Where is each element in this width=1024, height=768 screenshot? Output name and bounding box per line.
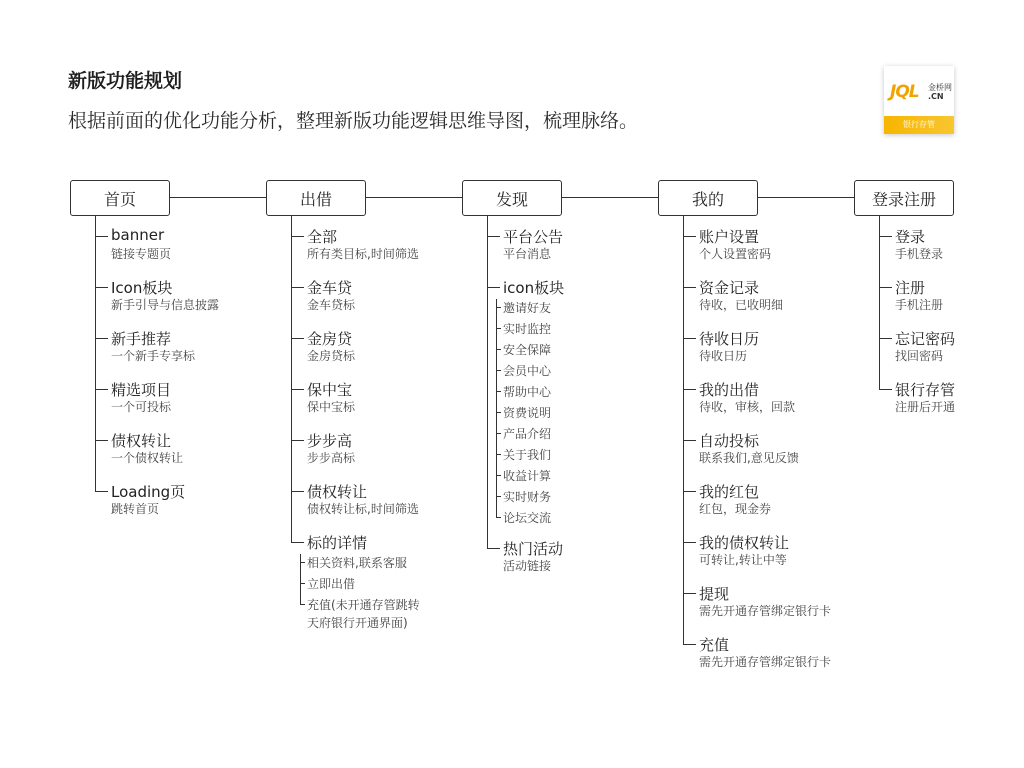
node-description: 新手引导与信息披露 xyxy=(111,298,220,312)
branch-connector xyxy=(683,491,696,492)
branch-connector xyxy=(291,542,304,543)
node-description: 金车贷标 xyxy=(307,298,356,312)
node-description: 红包，现金券 xyxy=(699,502,772,516)
node-label[interactable]: 提现 xyxy=(699,585,730,603)
header-connector xyxy=(758,197,854,198)
sub-connector xyxy=(496,517,501,518)
node-label[interactable]: 步步高 xyxy=(307,432,353,450)
node-description: 个人设置密码 xyxy=(699,247,772,261)
branch-connector xyxy=(683,593,696,594)
node-description: 一个可投标 xyxy=(111,400,172,414)
node-description: 手机登录 xyxy=(895,247,944,261)
branch-connector xyxy=(95,389,108,390)
node-description: 保中宝标 xyxy=(307,400,356,414)
node-label[interactable]: 保中宝 xyxy=(307,381,353,399)
column-trunk xyxy=(683,216,684,644)
node-description: 步步高标 xyxy=(307,451,356,465)
sub-node-label[interactable]: 论坛交流 xyxy=(503,511,552,525)
sub-node-label[interactable]: 充值(未开通存管跳转 xyxy=(307,598,420,612)
column-trunk xyxy=(95,216,96,491)
branch-connector xyxy=(487,287,500,288)
branch-connector xyxy=(291,491,304,492)
node-description: 金房贷标 xyxy=(307,349,356,363)
logo-band: 银行存管 xyxy=(884,116,954,134)
header-node[interactable]: 发现 xyxy=(462,180,562,216)
header-node[interactable]: 登录注册 xyxy=(854,180,954,216)
node-label[interactable]: 资金记录 xyxy=(699,279,760,297)
sub-node-label[interactable]: 实时监控 xyxy=(503,322,552,336)
branch-connector xyxy=(879,338,892,339)
node-label[interactable]: 全部 xyxy=(307,228,338,246)
sub-node-label[interactable]: 立即出借 xyxy=(307,577,356,591)
branch-connector xyxy=(879,287,892,288)
sub-node-label[interactable]: 资费说明 xyxy=(503,406,552,420)
node-label[interactable]: 平台公告 xyxy=(503,228,564,246)
node-description: 可转让,转让中等 xyxy=(699,553,787,567)
branch-connector xyxy=(879,389,892,390)
node-label[interactable]: 标的详情 xyxy=(307,534,368,552)
node-label[interactable]: banner xyxy=(111,226,165,244)
header-connector xyxy=(170,197,266,198)
branch-connector xyxy=(291,236,304,237)
node-label[interactable]: 我的红包 xyxy=(699,483,760,501)
node-description: 一个债权转让 xyxy=(111,451,184,465)
node-label[interactable]: 银行存管 xyxy=(895,381,956,399)
node-description: 找回密码 xyxy=(895,349,944,363)
branch-connector xyxy=(683,389,696,390)
sub-node-label[interactable]: 实时财务 xyxy=(503,490,552,504)
header-connector xyxy=(366,197,462,198)
node-label[interactable]: 登录 xyxy=(895,228,926,246)
logo-mark: JQL xyxy=(890,82,919,102)
branch-connector xyxy=(487,548,500,549)
node-label[interactable]: Icon板块 xyxy=(111,279,173,297)
sub-node-label[interactable]: 产品介绍 xyxy=(503,427,552,441)
branch-connector xyxy=(291,389,304,390)
branch-connector xyxy=(95,236,108,237)
branch-connector xyxy=(95,440,108,441)
branch-connector xyxy=(95,491,108,492)
node-description: 注册后开通 xyxy=(895,400,956,414)
node-label[interactable]: 账户设置 xyxy=(699,228,760,246)
sub-node-label[interactable]: 邀请好友 xyxy=(503,301,552,315)
branch-connector xyxy=(95,338,108,339)
node-description: 联系我们,意见反馈 xyxy=(699,451,799,465)
branch-connector xyxy=(683,644,696,645)
branch-connector xyxy=(95,287,108,288)
sub-trunk xyxy=(300,554,301,604)
node-description: 所有类目标,时间筛选 xyxy=(307,247,419,261)
node-label[interactable]: 债权转让 xyxy=(111,432,172,450)
node-label[interactable]: 充值 xyxy=(699,636,730,654)
sub-node-label[interactable]: 关于我们 xyxy=(503,448,552,462)
branch-connector xyxy=(879,236,892,237)
branch-connector xyxy=(291,440,304,441)
column-trunk xyxy=(879,216,880,389)
node-description: 待收日历 xyxy=(699,349,748,363)
node-description: 债权转让标,时间筛选 xyxy=(307,502,419,516)
branch-connector xyxy=(291,287,304,288)
node-description: 需先开通存管绑定银行卡 xyxy=(699,604,832,618)
header-node[interactable]: 出借 xyxy=(266,180,366,216)
page-title: 新版功能规划 xyxy=(68,70,183,92)
page-subtitle: 根据前面的优化功能分析，整理新版功能逻辑思维导图，梳理脉络。 xyxy=(68,110,639,132)
column-trunk xyxy=(291,216,292,542)
node-label[interactable]: 新手推荐 xyxy=(111,330,172,348)
node-label[interactable]: icon板块 xyxy=(503,279,565,297)
header-node[interactable]: 首页 xyxy=(70,180,170,216)
header-connector xyxy=(562,197,658,198)
node-label[interactable]: 注册 xyxy=(895,279,926,297)
node-description: 待收，已收明细 xyxy=(699,298,784,312)
branch-connector xyxy=(683,287,696,288)
node-label[interactable]: 自动投标 xyxy=(699,432,760,450)
branch-connector xyxy=(683,440,696,441)
node-description: 链接专题页 xyxy=(111,247,172,261)
node-label[interactable]: Loading页 xyxy=(111,483,186,501)
node-description: 待收，审核，回款 xyxy=(699,400,796,414)
sub-connector xyxy=(300,604,305,605)
sub-trunk xyxy=(496,299,497,517)
branch-connector xyxy=(291,338,304,339)
node-label[interactable]: 我的债权转让 xyxy=(699,534,790,552)
sub-node-label[interactable]: 安全保障 xyxy=(503,343,552,357)
node-description: 一个新手专享标 xyxy=(111,349,196,363)
node-label[interactable]: 热门活动 xyxy=(503,540,564,558)
branch-connector xyxy=(683,542,696,543)
logo-name: 金桥网 xyxy=(928,83,952,92)
logo-domain: .CN xyxy=(928,92,944,101)
branch-connector xyxy=(683,338,696,339)
sub-node-label[interactable]: 帮助中心 xyxy=(503,385,552,399)
sub-node-label[interactable]: 相关资料,联系客服 xyxy=(307,556,407,570)
sub-node-label[interactable]: 会员中心 xyxy=(503,364,552,378)
node-label[interactable]: 忘记密码 xyxy=(895,330,956,348)
node-label[interactable]: 金房贷 xyxy=(307,330,353,348)
node-description: 跳转首页 xyxy=(111,502,160,516)
sub-node-label[interactable]: 天府银行开通界面) xyxy=(307,616,408,630)
brand-logo xyxy=(884,66,954,134)
node-label[interactable]: 我的出借 xyxy=(699,381,760,399)
node-description: 活动链接 xyxy=(503,559,552,573)
node-description: 需先开通存管绑定银行卡 xyxy=(699,655,832,669)
header-node[interactable]: 我的 xyxy=(658,180,758,216)
branch-connector xyxy=(683,236,696,237)
node-label[interactable]: 债权转让 xyxy=(307,483,368,501)
column-trunk xyxy=(487,216,488,548)
branch-connector xyxy=(487,236,500,237)
node-label[interactable]: 精选项目 xyxy=(111,381,172,399)
node-description: 平台消息 xyxy=(503,247,552,261)
node-label[interactable]: 金车贷 xyxy=(307,279,353,297)
sub-node-label[interactable]: 收益计算 xyxy=(503,469,552,483)
node-description: 手机注册 xyxy=(895,298,944,312)
node-label[interactable]: 待收日历 xyxy=(699,330,760,348)
